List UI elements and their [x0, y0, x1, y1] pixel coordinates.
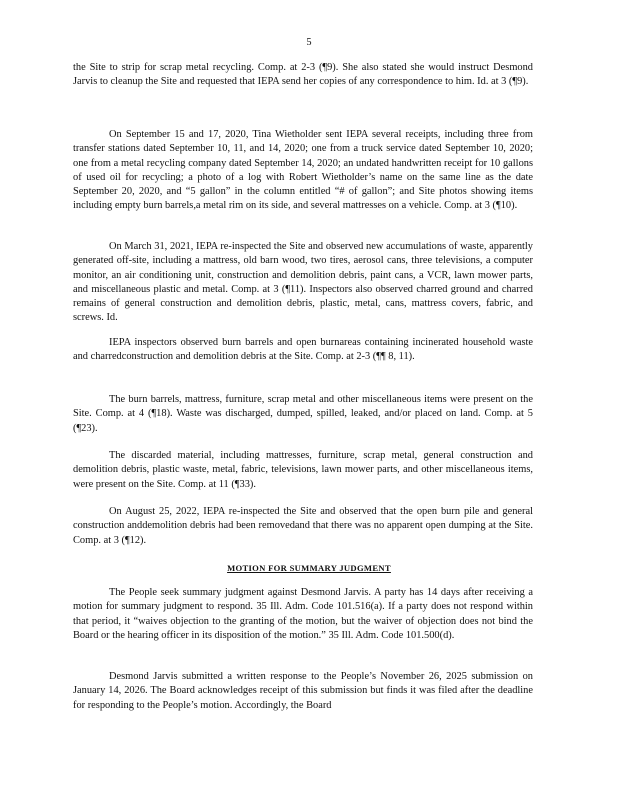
- paragraph-5: The burn barrels, mattress, furniture, scrap metal and other miscellaneous items were present on the Site. Comp. at 4 (¶18). Waste was discharged, dumped, spilled, leaked, and/or placed on land. Comp. at 5 (¶23).: [73, 394, 533, 434]
- paragraph-6: The discarded material, including mattresses, furniture, scrap metal, general construction and demolition debris, plastic waste, metal, fabric, televisions, lawn mower parts, and other miscellaneous items, were present on the Site. Comp. at 11 (¶33).: [73, 450, 533, 490]
- paragraph-7: On August 25, 2022, IEPA re-inspected the Site and observed that the open burn pile and general construction anddemolition debris had been removedand that there was no apparent open dumping at the Site. Comp. at 3 (¶12).: [73, 506, 533, 546]
- section-heading-text: MOTION FOR SUMMARY JUDGMENT: [227, 563, 391, 573]
- paragraph-2: On September 15 and 17, 2020, Tina Wietholder sent IEPA several receipts, including three from transfer stations dated September 10, 11, and 14, 2020; one from a truck service dated September 10, 2020; one from a metal recycling company dated September 14, 2020; an undated handwritten receipt for 10 gallons of used oil for recycling; a photo of a log with Robert Wietholder’s name on the same line as the date September 20, 2020, and “5 gallon” in the column entitled “# of gallon”; and Site photos showing items including empty burn barrels,a metal rim on its side, and several mattresses on a vehicle. Comp. at 3 (¶10).: [73, 129, 533, 212]
- paragraph-1: the Site to strip for scrap metal recycling. Comp. at 2-3 (¶9). She also stated she would instruct Desmond Jarvis to cleanup the Site and requested that IEPA send her copies of any correspondence to him. Id. at 3 (¶9).: [73, 62, 533, 88]
- paragraph-8: The People seek summary judgment against Desmond Jarvis. A party has 14 days after receiving a motion for summary judgment to respond. 35 Ill. Adm. Code 101.516(a). If a party does not respond within that period, it “waives objection to the granting of the motion, but the waiver of objection does not bind the Board or the hearing officer in its disposition of the motion.” 35 Ill. Adm. Code 101.500(d).: [73, 587, 533, 641]
- section-heading: [0, 561, 618, 575]
- paragraph-4: IEPA inspectors observed burn barrels and open burnareas containing incinerated household waste and charredconstruction and demolition debris at the Site. Comp. at 2-3 (¶¶ 8, 11).: [73, 337, 533, 363]
- paragraph-9: Desmond Jarvis submitted a written response to the People’s November 26, 2025 submission on January 14, 2026. The Board acknowledges receipt of this submission but finds it was filed after the deadline for responding to the People’s motion. Accordingly, the Board: [73, 671, 533, 711]
- paragraph-3: On March 31, 2021, IEPA re-inspected the Site and observed new accumulations of waste, apparently generated off-site, including a mattress, old barn wood, two tires, aerosol cans, three televisions, a computer monitor, an air conditioning unit, construction and demolition debris, paint cans, a VCR, lawn mower parts, and miscellaneous plastic and metal. Comp. at 3 (¶11). Inspectors also observed charred ground and charred remains of general construction and demolition debris, plastic, metal, cans, mattress covers, fabric, and screws. Id.: [73, 241, 533, 324]
- page-number: 5: [306, 37, 312, 48]
